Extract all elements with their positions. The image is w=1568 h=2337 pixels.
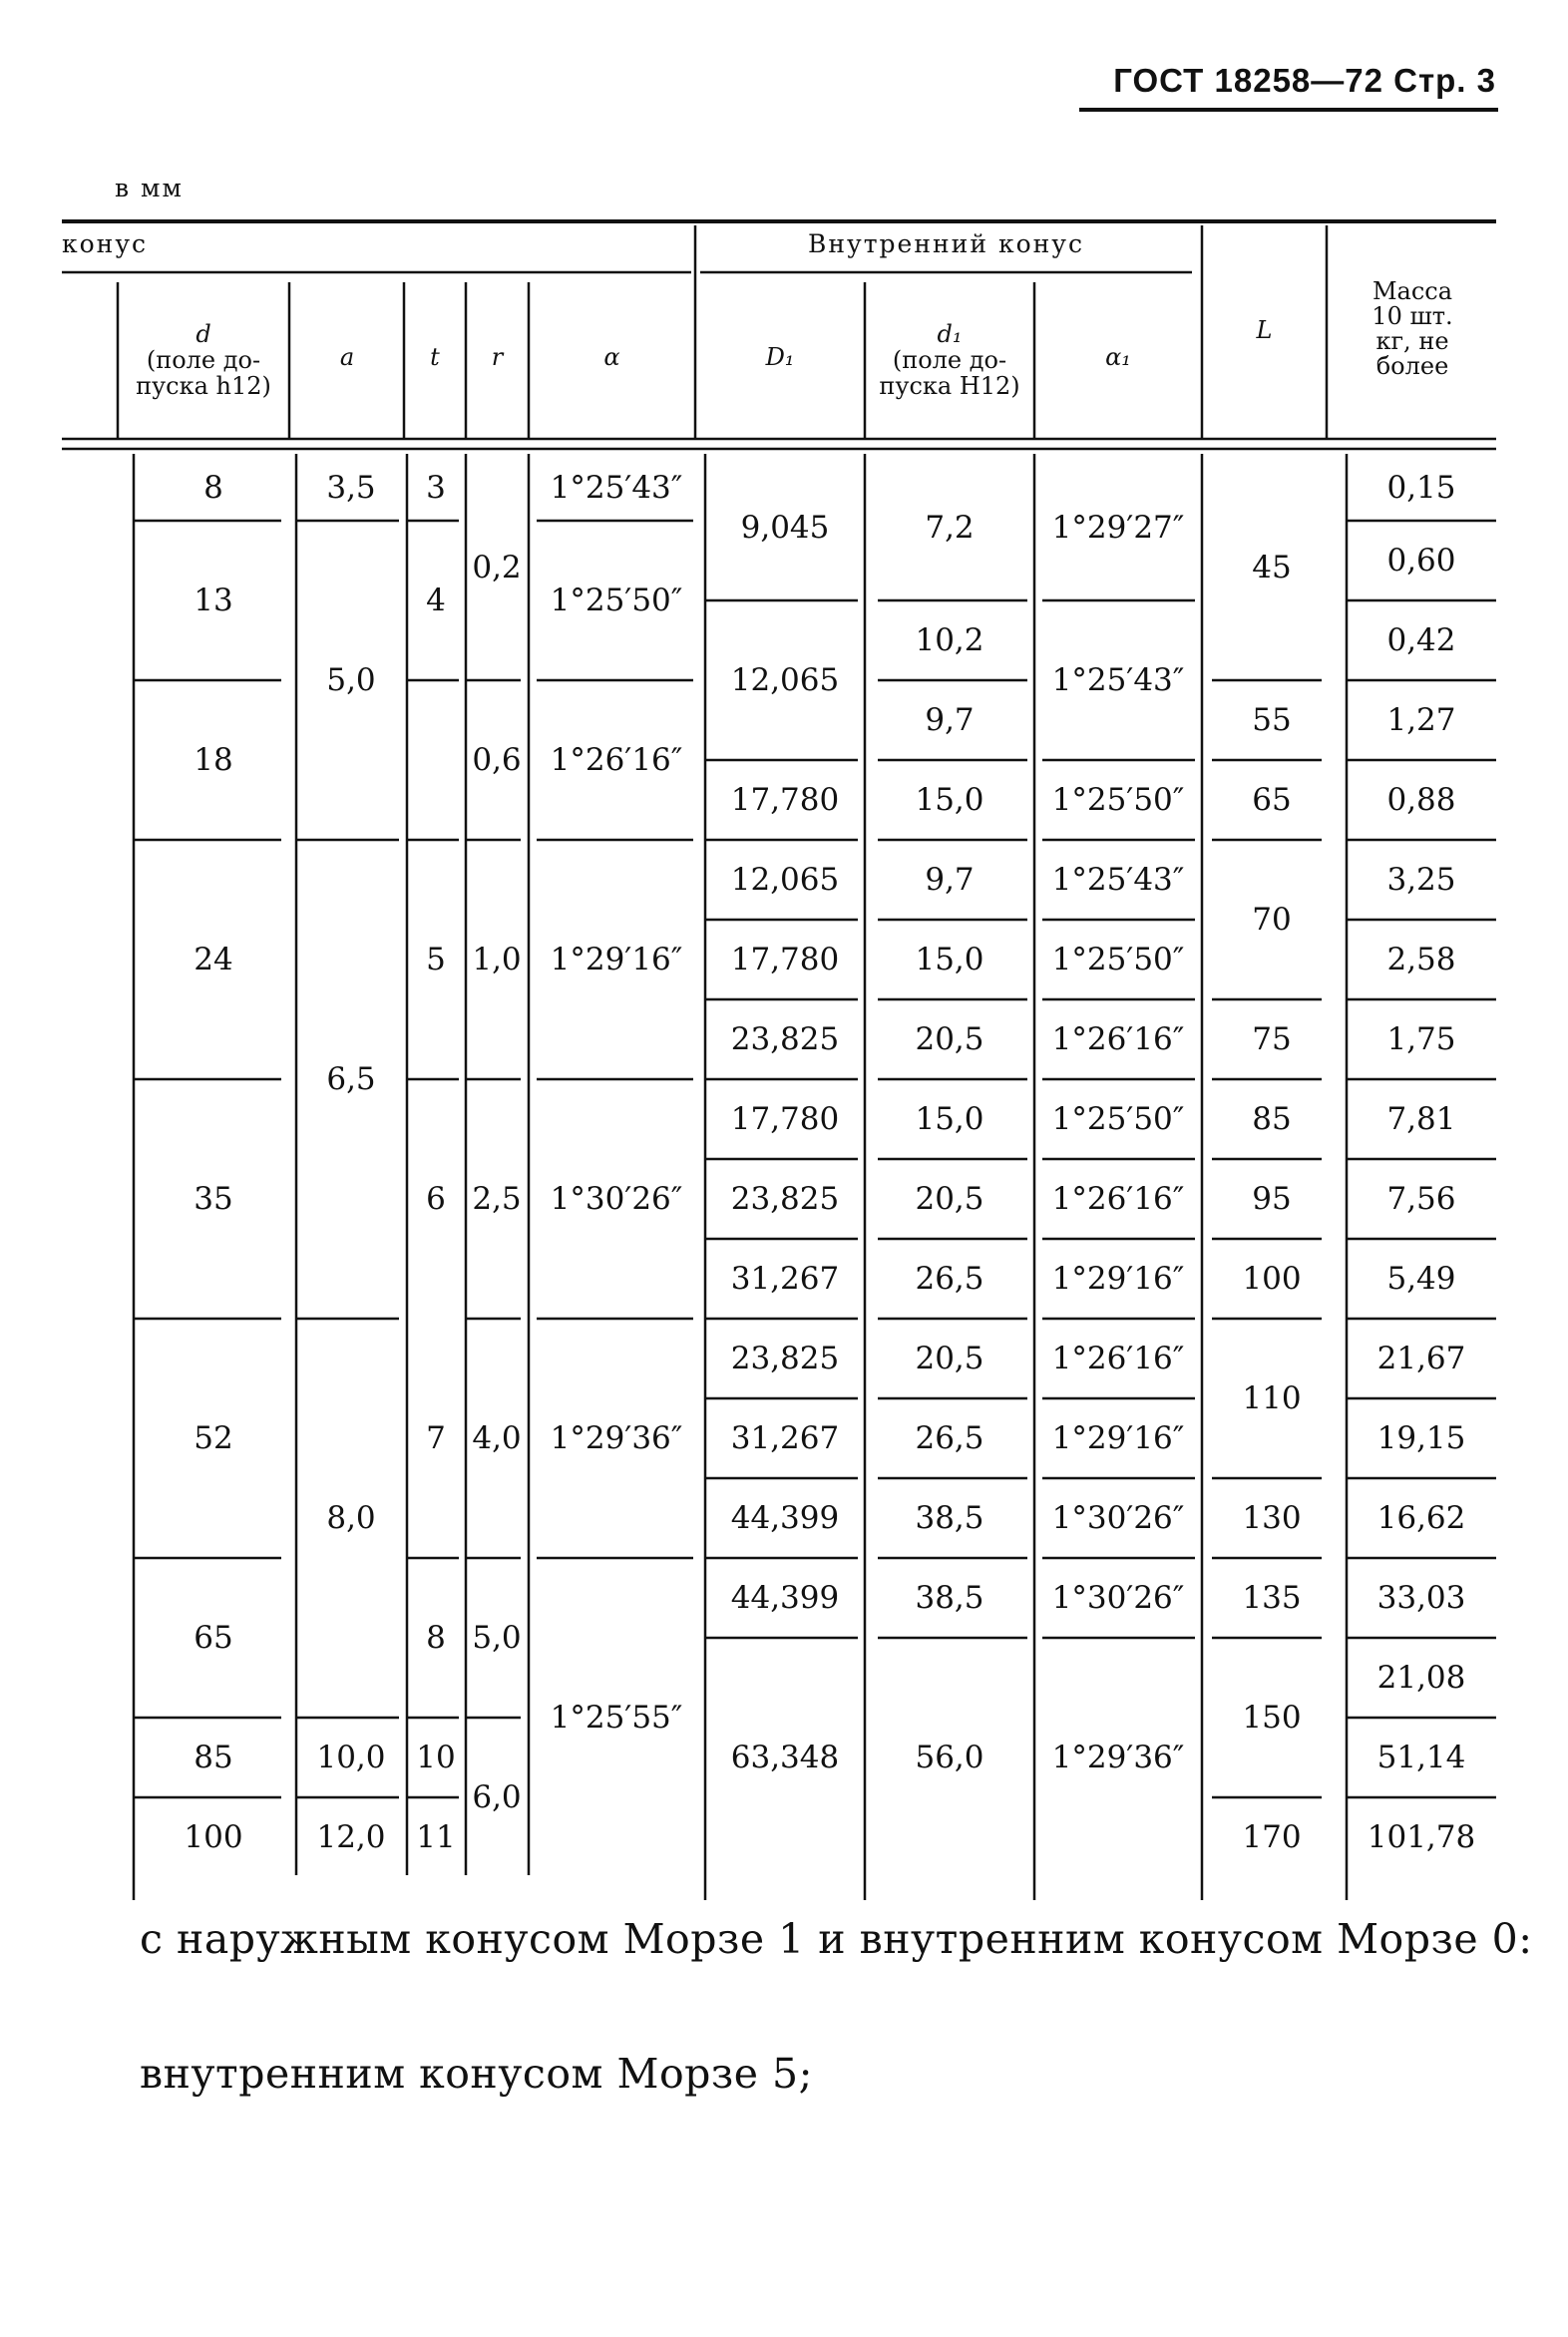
- a-cell: 5,0: [326, 662, 376, 698]
- d1-cell: 26,5: [915, 1261, 984, 1297]
- mass-cell: 0,88: [1386, 782, 1456, 818]
- D1-cell: 17,780: [730, 942, 840, 977]
- col-header-d1-symbol: d₁: [937, 320, 963, 348]
- r-cell: 6,0: [472, 1779, 522, 1815]
- d-cell: 8: [203, 469, 223, 506]
- t-cell: 8: [426, 1620, 446, 1656]
- D1-cell: 17,780: [730, 782, 840, 818]
- inner-cone-caption: Внутренний конус: [807, 229, 1085, 258]
- mass-cell: 1,75: [1386, 1021, 1456, 1057]
- L-cell: 150: [1242, 1700, 1302, 1736]
- D1-cell: 23,825: [730, 1181, 840, 1217]
- alpha1-cell: 1°25′43″: [1051, 862, 1185, 898]
- body-text-line: внутренним конусом Морзе 5;: [140, 2050, 813, 2098]
- units-label: в мм: [115, 174, 184, 202]
- D1-cell: 44,399: [730, 1580, 840, 1616]
- col-header-d-symbol: d: [196, 320, 211, 348]
- alpha1-cell: 1°30′26″: [1051, 1580, 1185, 1616]
- col-header-a: a: [339, 343, 355, 371]
- alpha1-cell: 1°29′36″: [1051, 1740, 1185, 1775]
- col-header-d-note: (поле до- пуска h12): [136, 346, 271, 400]
- d-cell: 35: [194, 1181, 233, 1217]
- alpha-cell: 1°29′36″: [550, 1420, 683, 1456]
- alpha1-cell: 1°26′16″: [1051, 1341, 1185, 1376]
- D1-cell: 23,825: [730, 1341, 840, 1376]
- alpha-cell: 1°25′43″: [550, 469, 683, 506]
- alpha-cell: 1°25′55″: [550, 1700, 683, 1736]
- alpha1-cell: 1°25′50″: [1051, 942, 1185, 977]
- L-cell: 55: [1252, 702, 1292, 738]
- D1-cell: 9,045: [740, 509, 830, 546]
- d1-cell: 20,5: [915, 1021, 984, 1057]
- r-cell: 2,5: [472, 1181, 522, 1217]
- L-cell: 85: [1252, 1101, 1292, 1137]
- D1-cell: 17,780: [730, 1101, 840, 1137]
- alpha1-cell: 1°29′16″: [1051, 1261, 1185, 1297]
- D1-cell: 44,399: [730, 1500, 840, 1536]
- L-cell: 130: [1242, 1500, 1302, 1536]
- mass-cell: 5,49: [1386, 1261, 1456, 1297]
- mass-cell: 2,58: [1386, 942, 1456, 977]
- mass-cell: 7,81: [1386, 1101, 1456, 1137]
- t-cell: 4: [426, 583, 446, 618]
- r-cell: 1,0: [472, 942, 522, 977]
- d1-cell: 15,0: [915, 1101, 984, 1137]
- d-cell: 13: [194, 583, 233, 618]
- d1-cell: 38,5: [915, 1580, 984, 1616]
- col-header-alpha: α: [603, 343, 620, 371]
- a-cell: 10,0: [316, 1740, 386, 1775]
- d-cell: 65: [194, 1620, 233, 1656]
- r-cell: 5,0: [472, 1620, 522, 1656]
- alpha1-cell: 1°26′16″: [1051, 1021, 1185, 1057]
- L-cell: 100: [1242, 1261, 1302, 1297]
- L-cell: 95: [1252, 1181, 1292, 1217]
- D1-cell: 63,348: [730, 1740, 840, 1775]
- d1-cell: 26,5: [915, 1420, 984, 1456]
- alpha-cell: 1°26′16″: [550, 742, 683, 778]
- col-header-mass: Масса 10 шт. кг, не более: [1372, 277, 1453, 380]
- col-header-d1-note: (поле до- пуска H12): [879, 346, 1020, 400]
- t-cell: 6: [426, 1181, 446, 1217]
- t-cell: 5: [426, 942, 446, 977]
- L-cell: 135: [1242, 1580, 1302, 1616]
- alpha1-cell: 1°25′50″: [1051, 782, 1185, 818]
- L-cell: 45: [1252, 549, 1292, 585]
- alpha1-cell: 1°25′43″: [1051, 662, 1185, 698]
- mass-cell: 0,60: [1386, 543, 1456, 579]
- a-cell: 3,5: [326, 469, 376, 506]
- d-cell: 100: [184, 1819, 243, 1855]
- d1-cell: 9,7: [925, 702, 975, 738]
- mass-cell: 16,62: [1376, 1500, 1466, 1536]
- t-cell: 3: [426, 469, 446, 506]
- mass-cell: 21,08: [1376, 1660, 1466, 1696]
- L-cell: 110: [1242, 1380, 1302, 1416]
- L-cell: 65: [1252, 782, 1292, 818]
- d1-cell: 10,2: [915, 622, 984, 658]
- d-cell: 52: [194, 1420, 233, 1456]
- col-header-alpha1: α₁: [1105, 343, 1131, 371]
- mass-cell: 19,15: [1376, 1420, 1466, 1456]
- mass-cell: 51,14: [1376, 1740, 1466, 1775]
- col-header-L: L: [1256, 316, 1273, 344]
- alpha1-cell: 1°26′16″: [1051, 1181, 1185, 1217]
- col-header-t: t: [430, 343, 440, 371]
- alpha-cell: 1°29′16″: [550, 942, 683, 977]
- d1-cell: 38,5: [915, 1500, 984, 1536]
- d-cell: 24: [194, 942, 233, 977]
- t-cell: 7: [426, 1420, 446, 1456]
- D1-cell: 31,267: [730, 1420, 840, 1456]
- mass-cell: 21,67: [1376, 1341, 1466, 1376]
- mass-cell: 33,03: [1376, 1580, 1466, 1616]
- D1-cell: 12,065: [730, 662, 840, 698]
- d-cell: 18: [194, 742, 233, 778]
- t-cell: 10: [416, 1740, 456, 1775]
- col-header-d1: [866, 321, 1033, 399]
- d1-cell: 15,0: [915, 942, 984, 977]
- outer-cone-caption: конус: [62, 229, 149, 258]
- col-header-D1: D₁: [765, 343, 795, 371]
- d1-cell: 20,5: [915, 1341, 984, 1376]
- D1-cell: 31,267: [730, 1261, 840, 1297]
- alpha1-cell: 1°29′16″: [1051, 1420, 1185, 1456]
- alpha1-cell: 1°25′50″: [1051, 1101, 1185, 1137]
- d-cell: 85: [194, 1740, 233, 1775]
- d1-cell: 9,7: [925, 862, 975, 898]
- col-header-d: [120, 321, 287, 399]
- L-cell: 70: [1252, 902, 1292, 938]
- mass-cell: 0,15: [1386, 469, 1456, 506]
- D1-cell: 23,825: [730, 1021, 840, 1057]
- mass-cell: 3,25: [1386, 862, 1456, 898]
- D1-cell: 12,065: [730, 862, 840, 898]
- r-cell: 0,2: [472, 549, 522, 585]
- t-cell: 11: [416, 1819, 456, 1855]
- L-cell: 170: [1242, 1819, 1302, 1855]
- mass-cell: 1,27: [1386, 702, 1456, 738]
- alpha1-cell: 1°29′27″: [1051, 509, 1185, 546]
- body-text-line: с наружным конусом Морзе 1 и внутренним конусом Морзе 0:: [140, 1915, 1533, 1963]
- a-cell: 6,5: [326, 1061, 376, 1097]
- alpha-cell: 1°25′50″: [550, 583, 683, 618]
- mass-cell: 7,56: [1386, 1181, 1456, 1217]
- L-cell: 75: [1252, 1021, 1292, 1057]
- a-cell: 8,0: [326, 1500, 376, 1536]
- col-header-r: r: [491, 343, 504, 371]
- mass-cell: 101,78: [1367, 1819, 1476, 1855]
- d1-cell: 56,0: [915, 1740, 984, 1775]
- d1-cell: 20,5: [915, 1181, 984, 1217]
- alpha1-cell: 1°30′26″: [1051, 1500, 1185, 1536]
- r-cell: 4,0: [472, 1420, 522, 1456]
- d1-cell: 15,0: [915, 782, 984, 818]
- r-cell: 0,6: [472, 742, 522, 778]
- alpha-cell: 1°30′26″: [550, 1181, 683, 1217]
- page-header: ГОСТ 18258—72 Стр. 3: [1113, 62, 1496, 99]
- d1-cell: 7,2: [925, 509, 975, 546]
- a-cell: 12,0: [316, 1819, 386, 1855]
- mass-cell: 0,42: [1386, 622, 1456, 658]
